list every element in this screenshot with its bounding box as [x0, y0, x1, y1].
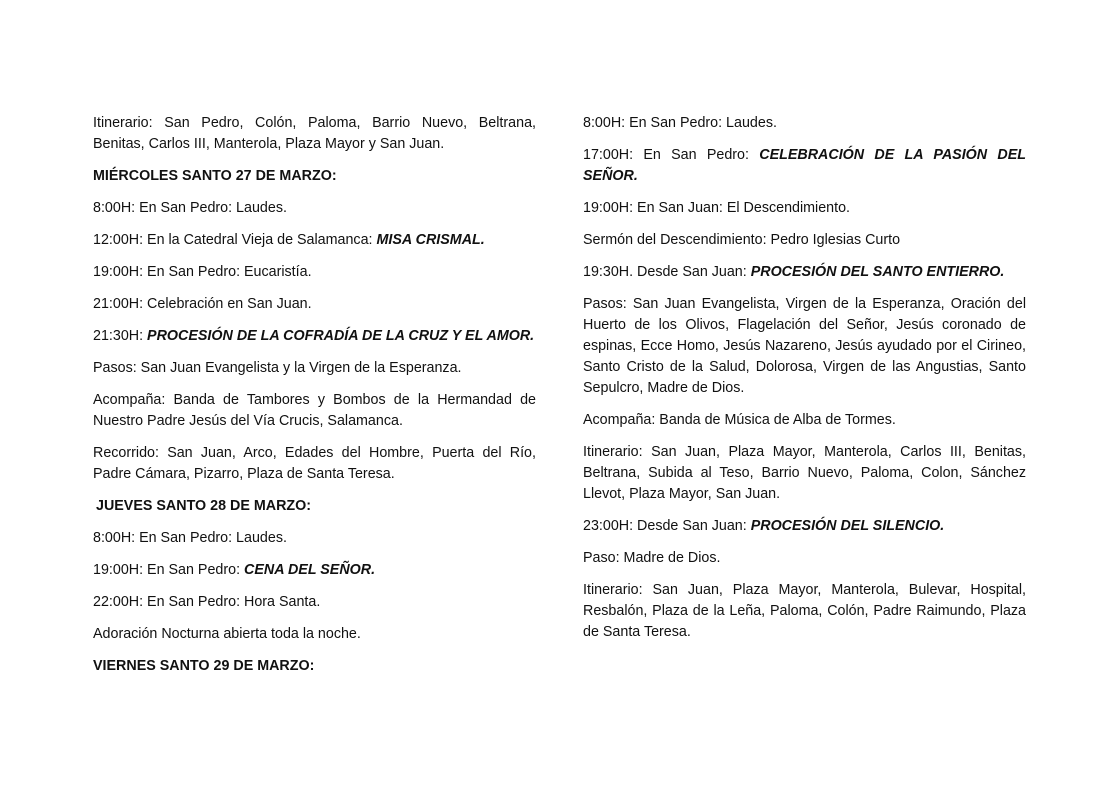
- heading-miercoles-santo: MIÉRCOLES SANTO 27 DE MARZO:: [93, 168, 337, 184]
- recorrido-paragraph: Recorrido: San Juan, Arco, Edades del Hombre, Puerta del Río, Padre Cámara, Pizarro, Plaza de Santa Teresa.: [93, 445, 536, 482]
- schedule-entry: 19:00H: En San Juan: El Descendimiento.: [583, 200, 851, 216]
- event-title: MISA CRISMAL.: [376, 232, 485, 248]
- entry-text: 19:30H. Desde San Juan:: [583, 264, 751, 280]
- pasos-paragraph: Pasos: San Juan Evangelista, Virgen de la Esperanza, Oración del Huerto de los Olivos, Flagelación del Señor, Jesús coronado de espinas, Ecce Homo, Jesús Nazareno, Jesús ayudado por el Cirineo, Santo Cristo de la Salud, Dolorosa, Virgen de las Angustias, Santo Sepulcro, Madre de Dios.: [583, 296, 1026, 396]
- schedule-entry: 8:00H: En San Pedro: Laudes.: [93, 530, 287, 546]
- heading-viernes-santo: VIERNES SANTO 29 DE MARZO:: [93, 658, 315, 674]
- schedule-entry: 22:00H: En San Pedro: Hora Santa.: [93, 594, 321, 610]
- right-column: [583, 113, 1026, 654]
- schedule-entry: 19:00H: En San Pedro: Eucaristía.: [93, 264, 312, 280]
- left-column: [93, 113, 536, 688]
- entry-text: 19:00H: En San Pedro:: [93, 562, 245, 578]
- entry-text: 17:00H: En San Pedro:: [583, 147, 760, 163]
- acompana-paragraph: Acompaña: Banda de Tambores y Bombos de la Hermandad de Nuestro Padre Jesús del Vía Crucis, Salamanca.: [93, 392, 536, 429]
- schedule-entry: 8:00H: En San Pedro: Laudes.: [93, 200, 287, 216]
- event-title: PROCESIÓN DE LA COFRADÍA DE LA CRUZ Y EL AMOR.: [147, 328, 535, 344]
- schedule-entry: 8:00H: En San Pedro: Laudes.: [583, 115, 777, 131]
- entry-text: 12:00H: En la Catedral Vieja de Salamanca:: [93, 232, 377, 248]
- acompana-paragraph: Acompaña: Banda de Música de Alba de Tormes.: [583, 412, 896, 428]
- event-title: CELEBRACIÓN DE LA PASIÓN DEL SEÑOR.: [583, 147, 1026, 184]
- entry-text: 21:30H:: [93, 328, 148, 344]
- schedule-entry: 21:00H: Celebración en San Juan.: [93, 296, 312, 312]
- schedule-entry: [583, 145, 1026, 187]
- schedule-entry: [93, 230, 536, 251]
- event-title: CENA DEL SEÑOR.: [244, 562, 376, 578]
- entry-text: 23:00H: Desde San Juan:: [583, 518, 751, 534]
- pasos-paragraph: Pasos: San Juan Evangelista y la Virgen de la Esperanza.: [93, 360, 462, 376]
- itinerary-paragraph: Itinerario: San Juan, Plaza Mayor, Manterola, Bulevar, Hospital, Resbalón, Plaza de la Leña, Paloma, Colón, Padre Raimundo, Plaza de Santa Teresa.: [583, 582, 1026, 640]
- schedule-entry: [583, 262, 1026, 283]
- event-title: PROCESIÓN DEL SANTO ENTIERRO.: [750, 264, 1005, 280]
- itinerary-paragraph: Itinerario: San Juan, Plaza Mayor, Manterola, Carlos III, Benitas, Beltrana, Subida al Teso, Barrio Nuevo, Paloma, Colon, Sánchez Llevot, Plaza Mayor, San Juan.: [583, 444, 1026, 502]
- itinerary-paragraph: Itinerario: San Pedro, Colón, Paloma, Barrio Nuevo, Beltrana, Benitas, Carlos III, Manterola, Plaza Mayor y San Juan.: [93, 115, 536, 152]
- schedule-entry: [583, 516, 1026, 537]
- event-title: PROCESIÓN DEL SILENCIO.: [750, 518, 945, 534]
- note-paragraph: Adoración Nocturna abierta toda la noche.: [93, 626, 361, 642]
- schedule-entry: [93, 326, 536, 347]
- schedule-entry: [93, 560, 536, 581]
- paso-paragraph: Paso: Madre de Dios.: [583, 550, 721, 566]
- heading-jueves-santo: JUEVES SANTO 28 DE MARZO:: [96, 498, 312, 514]
- sermon-paragraph: Sermón del Descendimiento: Pedro Iglesias Curto: [583, 232, 901, 248]
